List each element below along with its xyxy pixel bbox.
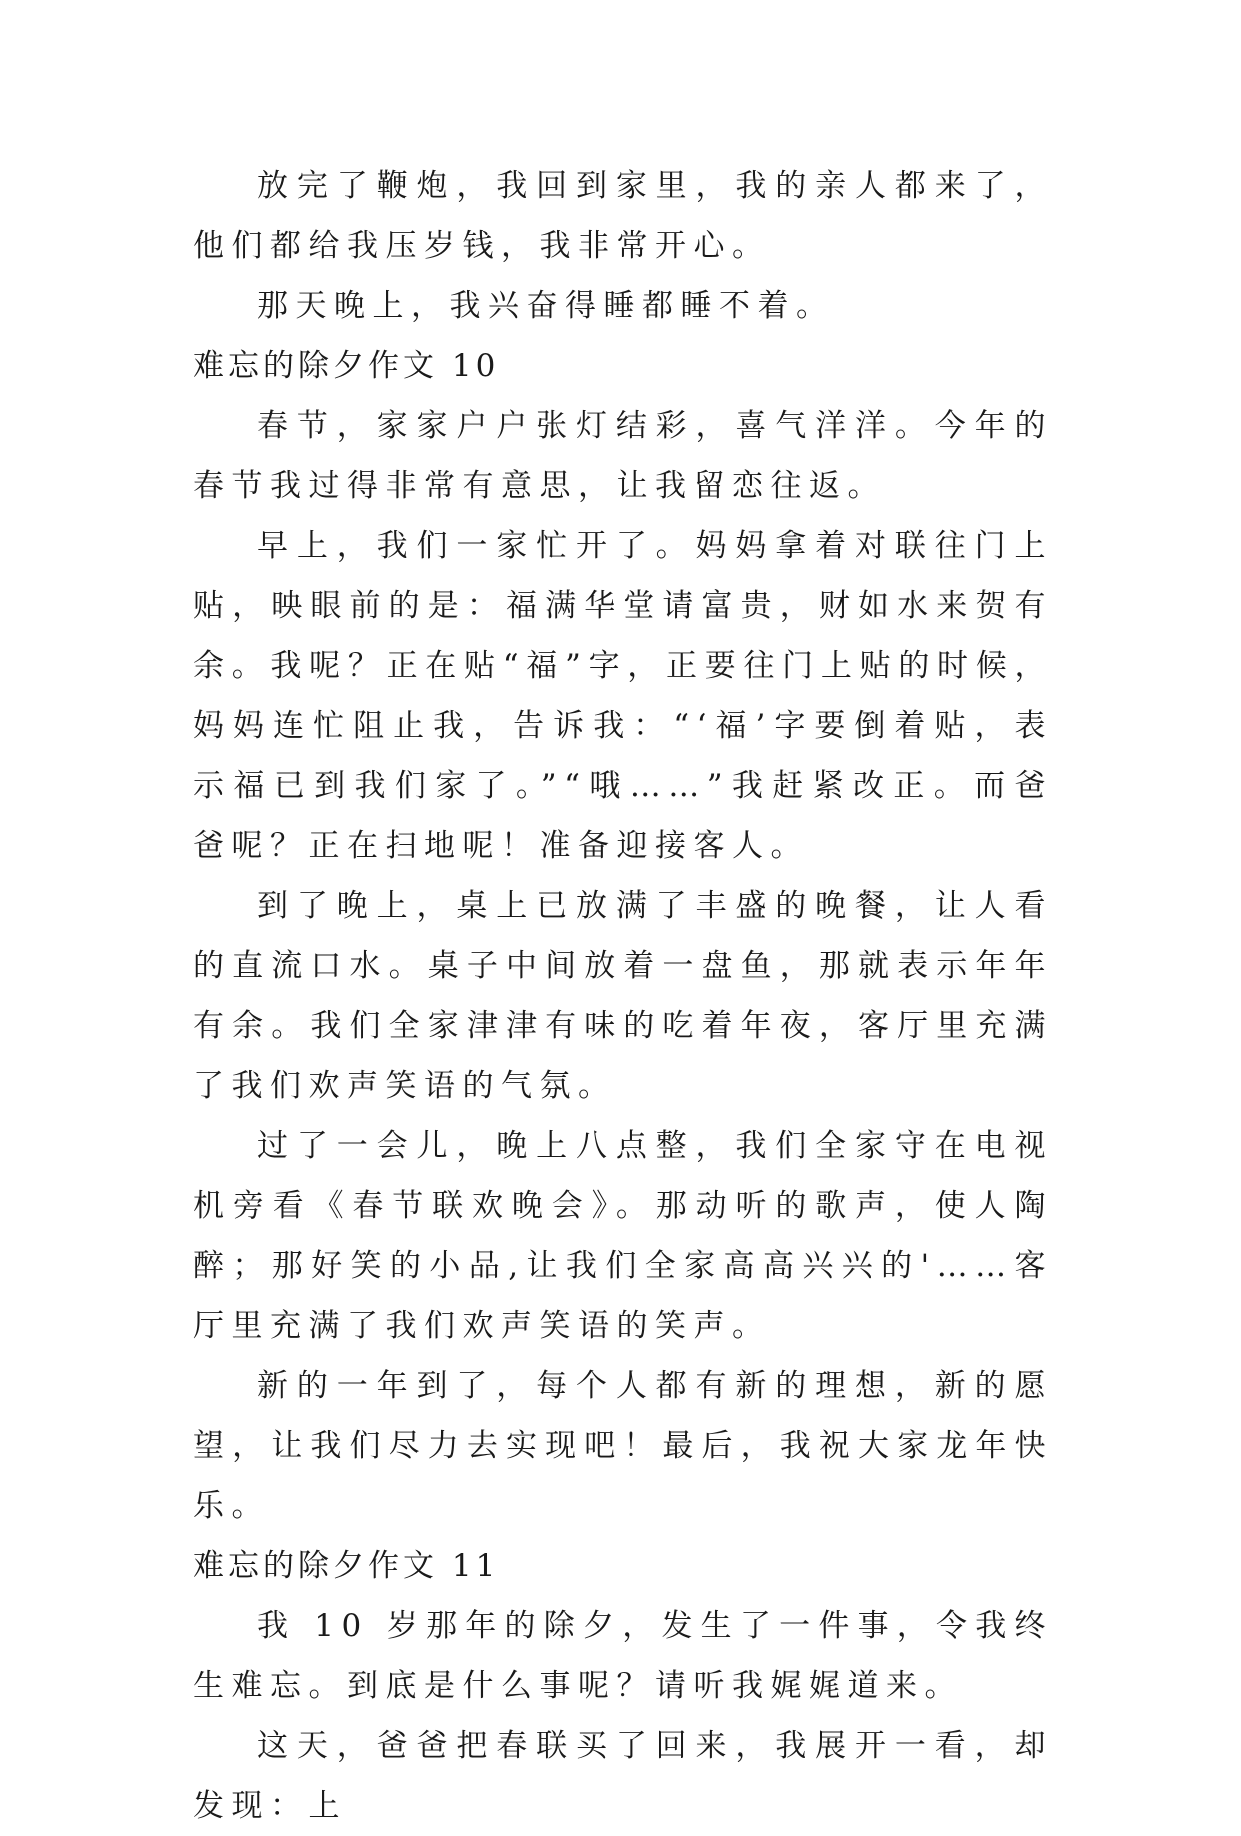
paragraph: 放完了鞭炮，我回到家里，我的亲人都来了，他们都给我压岁钱，我非常开心。 [193, 168, 1053, 264]
essay-heading: 难忘的除夕作文 11 [193, 1548, 500, 1584]
paragraph: 早上，我们一家忙开了。妈妈拿着对联往门上贴，映眼前的是：福满华堂请富贵，财如水来贺有余。我呢？正在贴“福”字，正要往门上贴的时候，妈妈连忙阻止我，告诉我：“‘福’字要倒着贴，表 示福已到我们家了。”“哦……”我赶紧改正。而爸爸呢？正在扫地呢！准备迎接客人。 [193, 528, 1053, 864]
paragraph: 新的一年到了，每个人都有新的理想，新的愿望，让我们尽力去实现吧！最后，我祝大家龙年快乐。 [193, 1368, 1053, 1524]
paragraph: 那天晚上，我兴奋得睡都睡不着。 [257, 288, 835, 324]
paragraph: 这天，爸爸把春联买了回来，我展开一看，却发现：上 [193, 1728, 1053, 1824]
paragraph: 过了一会儿，晚上八点整，我们全家守在电视机旁看《春节联欢晚会》。那动听的歌声，使人陶醉；那好笑的小品,让我们全家高高兴兴的'……客厅里充满了我们欢声笑语的笑声。 [193, 1128, 1053, 1344]
paragraph: 到了晚上，桌上已放满了丰盛的晚餐，让人看的直流口水。桌子中间放着一盘鱼，那就表示年年有余。我们全家津津有味的吃着年夜，客厅里充满了我们欢声笑语的气氛。 [193, 888, 1053, 1104]
paragraph: 我 10 岁那年的除夕，发生了一件事，令我终生难忘。到底是什么事呢？请听我娓娓道来。 [193, 1608, 1053, 1704]
paragraph: 春节，家家户户张灯结彩，喜气洋洋。今年的春节我过得非常有意思，让我留恋往返。 [193, 408, 1053, 504]
essay-heading: 难忘的除夕作文 10 [193, 348, 500, 384]
document-body [193, 156, 1053, 1836]
